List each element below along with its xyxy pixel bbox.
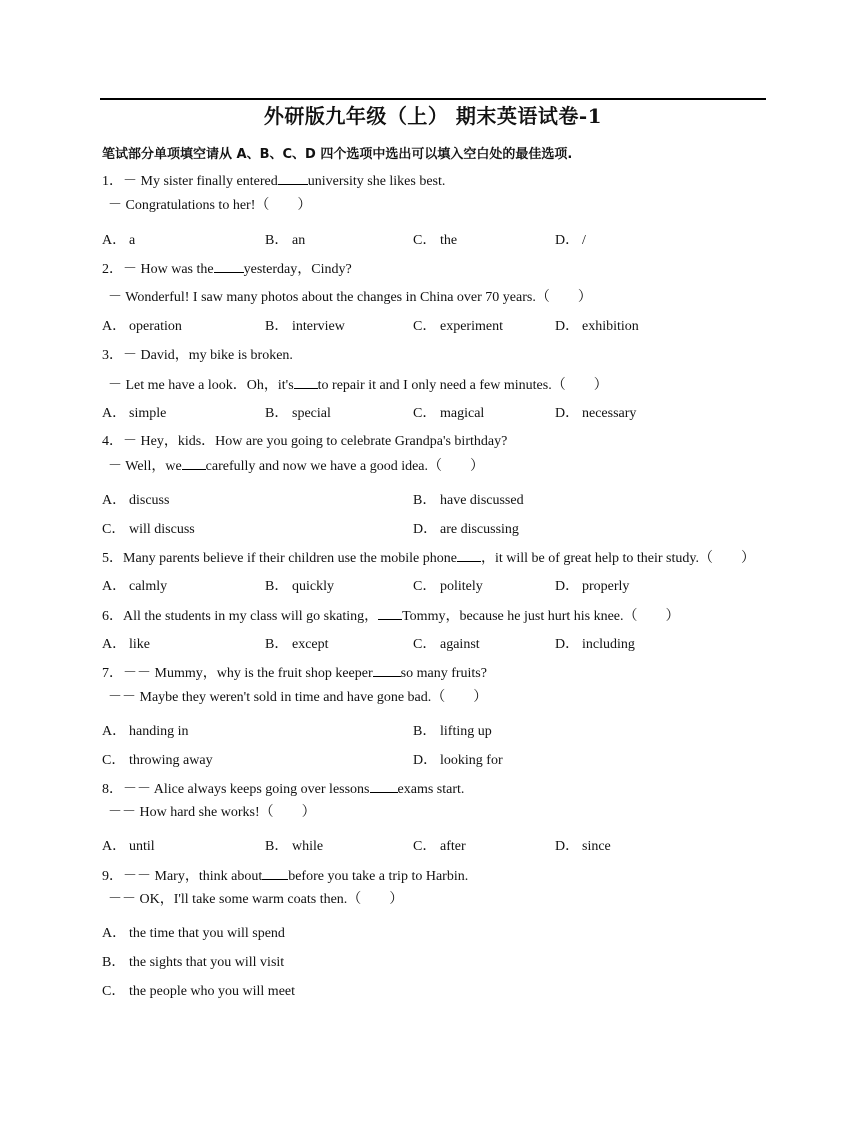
question-text: to repair it and I only need a few minutes.（ ） <box>317 378 608 393</box>
option-text: calmly <box>129 579 168 594</box>
question-9-option-c <box>102 983 295 1001</box>
question-7-option-b <box>413 723 492 741</box>
question-1-line-1 <box>102 172 445 191</box>
question-8-option-c <box>413 838 466 856</box>
question-text: Tommy，because he just hurt his knee.（ ） <box>402 609 680 624</box>
question-9-line-2 <box>108 891 403 909</box>
question-text: － Well，we <box>108 459 182 474</box>
option-key: C． <box>102 753 126 768</box>
question-text: －－ OK，I'll take some warm coats then.（ ） <box>108 892 404 907</box>
question-text: 5．Many parents believe if their children use the mobile phone <box>102 551 457 566</box>
instruction-text: 笔试部分单项填空请从 A、B、C、D 四个选项中选出可以填入空白处的最佳选项. <box>102 147 573 162</box>
option-key: D． <box>413 522 438 537</box>
option-text: politely <box>440 579 483 594</box>
question-text: － Wonderful! I saw many photos about the changes in China over 70 years.（ ） <box>108 290 592 305</box>
question-text: － Let me have a look．Oh，it's <box>108 378 294 393</box>
option-text: the sights that you will visit <box>129 955 285 970</box>
question-3-line-1 <box>102 347 293 365</box>
question-text: yesterday，Cindy? <box>243 262 352 277</box>
option-text: after <box>440 839 466 854</box>
question-8-option-a <box>102 838 155 856</box>
option-text: special <box>292 406 331 421</box>
question-2-line-1 <box>102 260 352 279</box>
question-text: exams start. <box>397 782 465 797</box>
option-text: simple <box>129 406 167 421</box>
option-key: A． <box>102 839 127 854</box>
question-1-line-2 <box>108 197 311 215</box>
question-4-line-1 <box>102 433 507 451</box>
question-8-line-2 <box>108 804 316 822</box>
option-text: interview <box>292 319 345 334</box>
option-key: D． <box>555 637 580 652</box>
option-text: handing in <box>129 724 189 739</box>
question-text: carefully and now we have a good idea.（ ） <box>205 459 485 474</box>
question-8-option-d <box>555 838 611 856</box>
option-key: D． <box>555 319 580 334</box>
option-key: C． <box>413 319 437 334</box>
question-6-option-c <box>413 636 480 654</box>
option-key: A． <box>102 579 127 594</box>
question-5-option-a <box>102 578 167 596</box>
answer-blank <box>378 607 402 620</box>
question-3-line-2 <box>108 376 608 395</box>
option-key: A． <box>102 233 127 248</box>
question-text: 8．－－ Alice always keeps going over lessons <box>102 782 370 797</box>
option-key: A． <box>102 319 127 334</box>
option-text: exhibition <box>582 319 639 334</box>
answer-blank <box>294 376 318 389</box>
question-text: before you take a trip to Harbin. <box>288 869 469 884</box>
question-text: 2．－ How was the <box>102 262 214 277</box>
question-1-option-d <box>555 232 586 250</box>
option-key: C． <box>413 637 437 652</box>
question-2-option-a <box>102 318 182 336</box>
question-text: 9．－－ Mary，think about <box>102 869 263 884</box>
option-key: B． <box>265 406 289 421</box>
option-text: while <box>292 839 324 854</box>
question-3-option-b <box>265 405 331 423</box>
question-text: 6．All the students in my class will go skating， <box>102 609 379 624</box>
option-text: since <box>582 839 611 854</box>
option-key: C． <box>413 233 437 248</box>
option-text: lifting up <box>440 724 492 739</box>
option-text: necessary <box>582 406 637 421</box>
option-text: until <box>129 839 155 854</box>
option-text: / <box>582 233 586 248</box>
option-text: throwing away <box>129 753 213 768</box>
answer-blank <box>370 780 398 793</box>
answer-blank <box>214 260 244 273</box>
question-6-option-a <box>102 636 150 654</box>
question-text: ，it will be of great help to their study.（ ） <box>480 551 755 566</box>
option-key: B． <box>413 493 437 508</box>
question-text: 1．－ My sister finally entered <box>102 174 278 189</box>
option-key: B． <box>265 637 289 652</box>
question-3-option-c <box>413 405 484 423</box>
question-1-option-a <box>102 232 135 250</box>
question-text: －－ How hard she works!（ ） <box>108 805 316 820</box>
option-text: quickly <box>292 579 334 594</box>
question-text: －－ Maybe they weren't sold in time and have gone bad.（ ） <box>108 690 488 705</box>
option-key: C． <box>102 984 126 999</box>
question-text: 4．－ Hey，kids．How are you going to celebrate Grandpa's birthday? <box>102 434 508 449</box>
question-5-line-1 <box>102 549 755 568</box>
option-key: B． <box>265 233 289 248</box>
option-key: D． <box>555 839 580 854</box>
question-5-option-c <box>413 578 483 596</box>
question-2-option-b <box>265 318 345 336</box>
question-4-option-c <box>102 521 195 539</box>
page-title: 外研版九年级（上） 期末英语试卷-1 <box>263 104 603 128</box>
answer-blank <box>278 172 308 185</box>
option-key: C． <box>102 522 126 537</box>
question-text: － Congratulations to her!（ ） <box>108 198 312 213</box>
question-5-option-b <box>265 578 334 596</box>
question-text: university she likes best. <box>307 174 446 189</box>
question-9-line-1 <box>102 867 468 886</box>
option-text: discuss <box>129 493 170 508</box>
option-text: operation <box>129 319 182 334</box>
option-text: are discussing <box>440 522 519 537</box>
answer-blank <box>457 549 481 562</box>
option-text: properly <box>582 579 630 594</box>
question-7-line-1 <box>102 664 487 683</box>
option-key: A． <box>102 637 127 652</box>
question-1-option-b <box>265 232 305 250</box>
question-6-option-b <box>265 636 329 654</box>
option-key: D． <box>555 233 580 248</box>
question-3-option-a <box>102 405 166 423</box>
question-3-option-d <box>555 405 636 423</box>
option-text: magical <box>440 406 485 421</box>
question-text: 7．－－ Mummy，why is the fruit shop keeper <box>102 666 373 681</box>
question-1-option-c <box>413 232 457 250</box>
option-text: will discuss <box>129 522 195 537</box>
option-text: the time that you will spend <box>129 926 285 941</box>
option-text: looking for <box>440 753 503 768</box>
option-text: a <box>129 233 136 248</box>
option-text: like <box>129 637 150 652</box>
option-key: C． <box>413 406 437 421</box>
question-4-option-d <box>413 521 519 539</box>
option-key: B． <box>265 319 289 334</box>
option-text: the people who you will meet <box>129 984 296 999</box>
option-key: A． <box>102 493 127 508</box>
option-key: C． <box>413 839 437 854</box>
question-7-option-a <box>102 723 189 741</box>
option-key: D． <box>555 406 580 421</box>
question-2-line-2 <box>108 289 592 307</box>
question-7-line-2 <box>108 689 487 707</box>
option-key: B． <box>102 955 126 970</box>
question-4-option-b <box>413 492 524 510</box>
option-text: experiment <box>440 319 503 334</box>
option-text: against <box>440 637 480 652</box>
answer-blank <box>182 457 206 470</box>
question-2-option-d <box>555 318 639 336</box>
option-key: B． <box>265 839 289 854</box>
option-text: an <box>292 233 306 248</box>
option-key: D． <box>413 753 438 768</box>
question-2-option-c <box>413 318 503 336</box>
answer-blank <box>373 664 401 677</box>
question-8-line-1 <box>102 780 464 799</box>
question-9-option-a <box>102 925 285 943</box>
question-6-option-d <box>555 636 635 654</box>
question-7-option-d <box>413 752 503 770</box>
option-key: B． <box>265 579 289 594</box>
question-5-option-d <box>555 578 629 596</box>
question-text: so many fruits? <box>400 666 487 681</box>
option-key: C． <box>413 579 437 594</box>
option-text: except <box>292 637 329 652</box>
question-text: 3．－ David，my bike is broken. <box>102 348 293 363</box>
option-key: A． <box>102 724 127 739</box>
option-text: the <box>440 233 458 248</box>
option-key: A． <box>102 406 127 421</box>
option-key: D． <box>555 579 580 594</box>
option-key: B． <box>413 724 437 739</box>
question-6-line-1 <box>102 607 680 626</box>
option-text: have discussed <box>440 493 524 508</box>
question-7-option-c <box>102 752 213 770</box>
question-4-line-2 <box>108 457 484 476</box>
option-text: including <box>582 637 635 652</box>
question-4-option-a <box>102 492 169 510</box>
question-9-option-b <box>102 954 284 972</box>
question-8-option-b <box>265 838 323 856</box>
answer-blank <box>262 867 288 880</box>
option-key: A． <box>102 926 127 941</box>
